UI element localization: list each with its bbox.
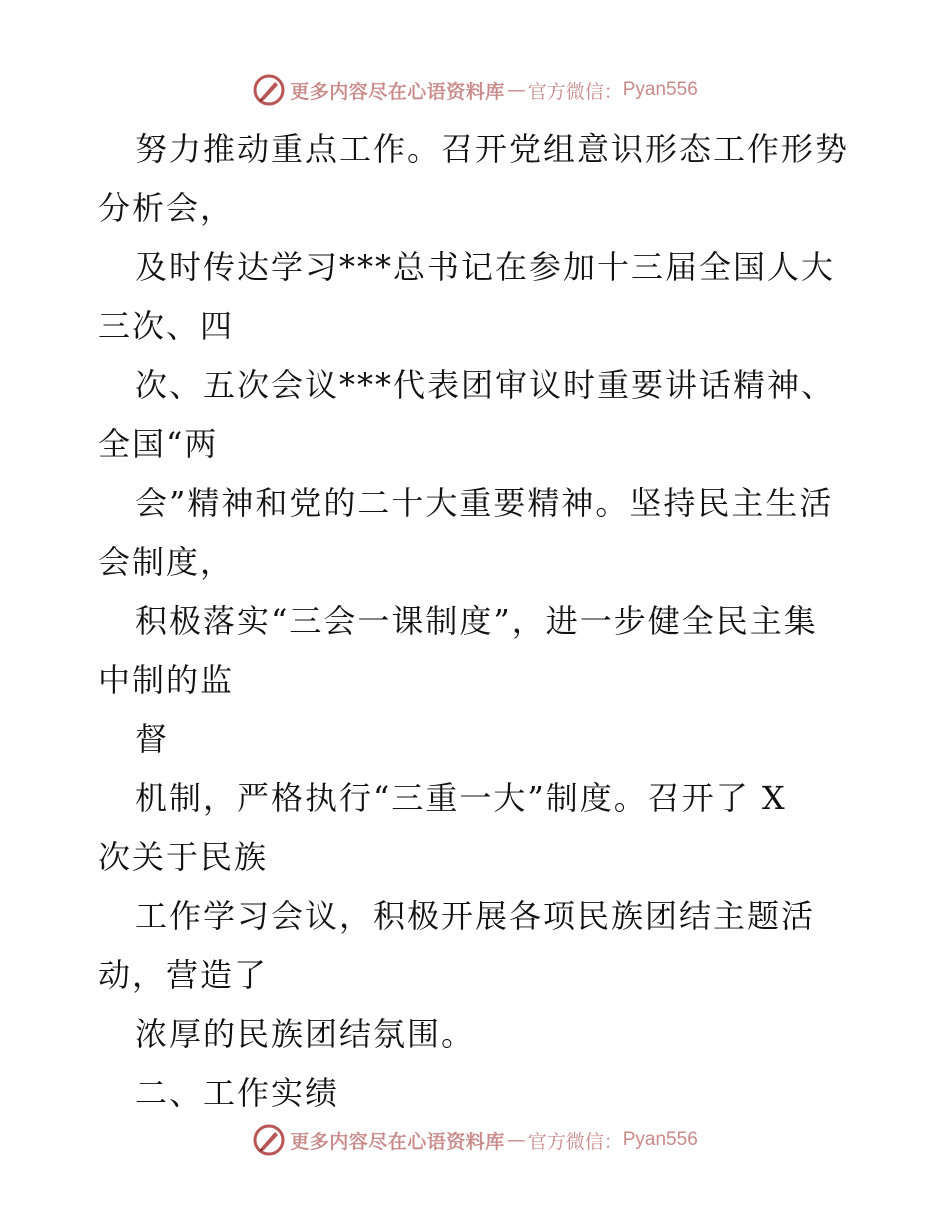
text-line: 督	[135, 720, 170, 758]
banner-account: Pyan556	[622, 79, 698, 100]
banner-separator: —	[506, 79, 526, 101]
text-line: 工作学习会议，积极开展各项民族团结主题活	[135, 897, 816, 935]
text-line: 三次、四	[98, 307, 235, 345]
text-line: 浓厚的民族团结氛围。	[135, 1015, 476, 1053]
footer-banner	[0, 1120, 950, 1160]
text-line: 努力推动重点工作。召开党组意识形态工作形势	[135, 130, 850, 168]
text-line: 机制，严格执行“三重一大”制度。召开了 X	[135, 779, 787, 817]
text-line: 积极落实“三会一课制度”，进一步健全民主集	[135, 602, 818, 640]
text-line: 次关于民族	[98, 838, 269, 876]
header-banner	[0, 70, 950, 110]
banner-wechat-label: 官方微信：	[527, 1130, 623, 1153]
banner-wechat-label: 官方微信：	[527, 80, 623, 103]
pen-logo-icon	[252, 1123, 286, 1157]
document-body	[98, 120, 858, 1123]
text-line: 会”精神和党的二十大重要精神。坚持民主生活	[135, 484, 834, 522]
text-line: 全国“两	[98, 425, 219, 463]
text-line: 中制的监	[98, 661, 235, 699]
text-line: 二、工作实绩	[135, 1074, 340, 1112]
text-line: 及时传达学习***总书记在参加十三届全国人大	[135, 248, 836, 286]
text-line: 次、五次会议***代表团审议时重要讲话精神、	[135, 366, 836, 404]
pen-logo-icon	[252, 73, 286, 107]
banner-separator: —	[506, 1129, 526, 1151]
banner-site-text: 更多内容尽在心语资料库	[290, 80, 505, 103]
text-line: 会制度，	[98, 543, 235, 581]
banner-site-text: 更多内容尽在心语资料库	[290, 1130, 505, 1153]
text-line: 分析会，	[98, 189, 235, 227]
banner-account: Pyan556	[622, 1129, 698, 1150]
text-line: 动，营造了	[98, 956, 269, 994]
